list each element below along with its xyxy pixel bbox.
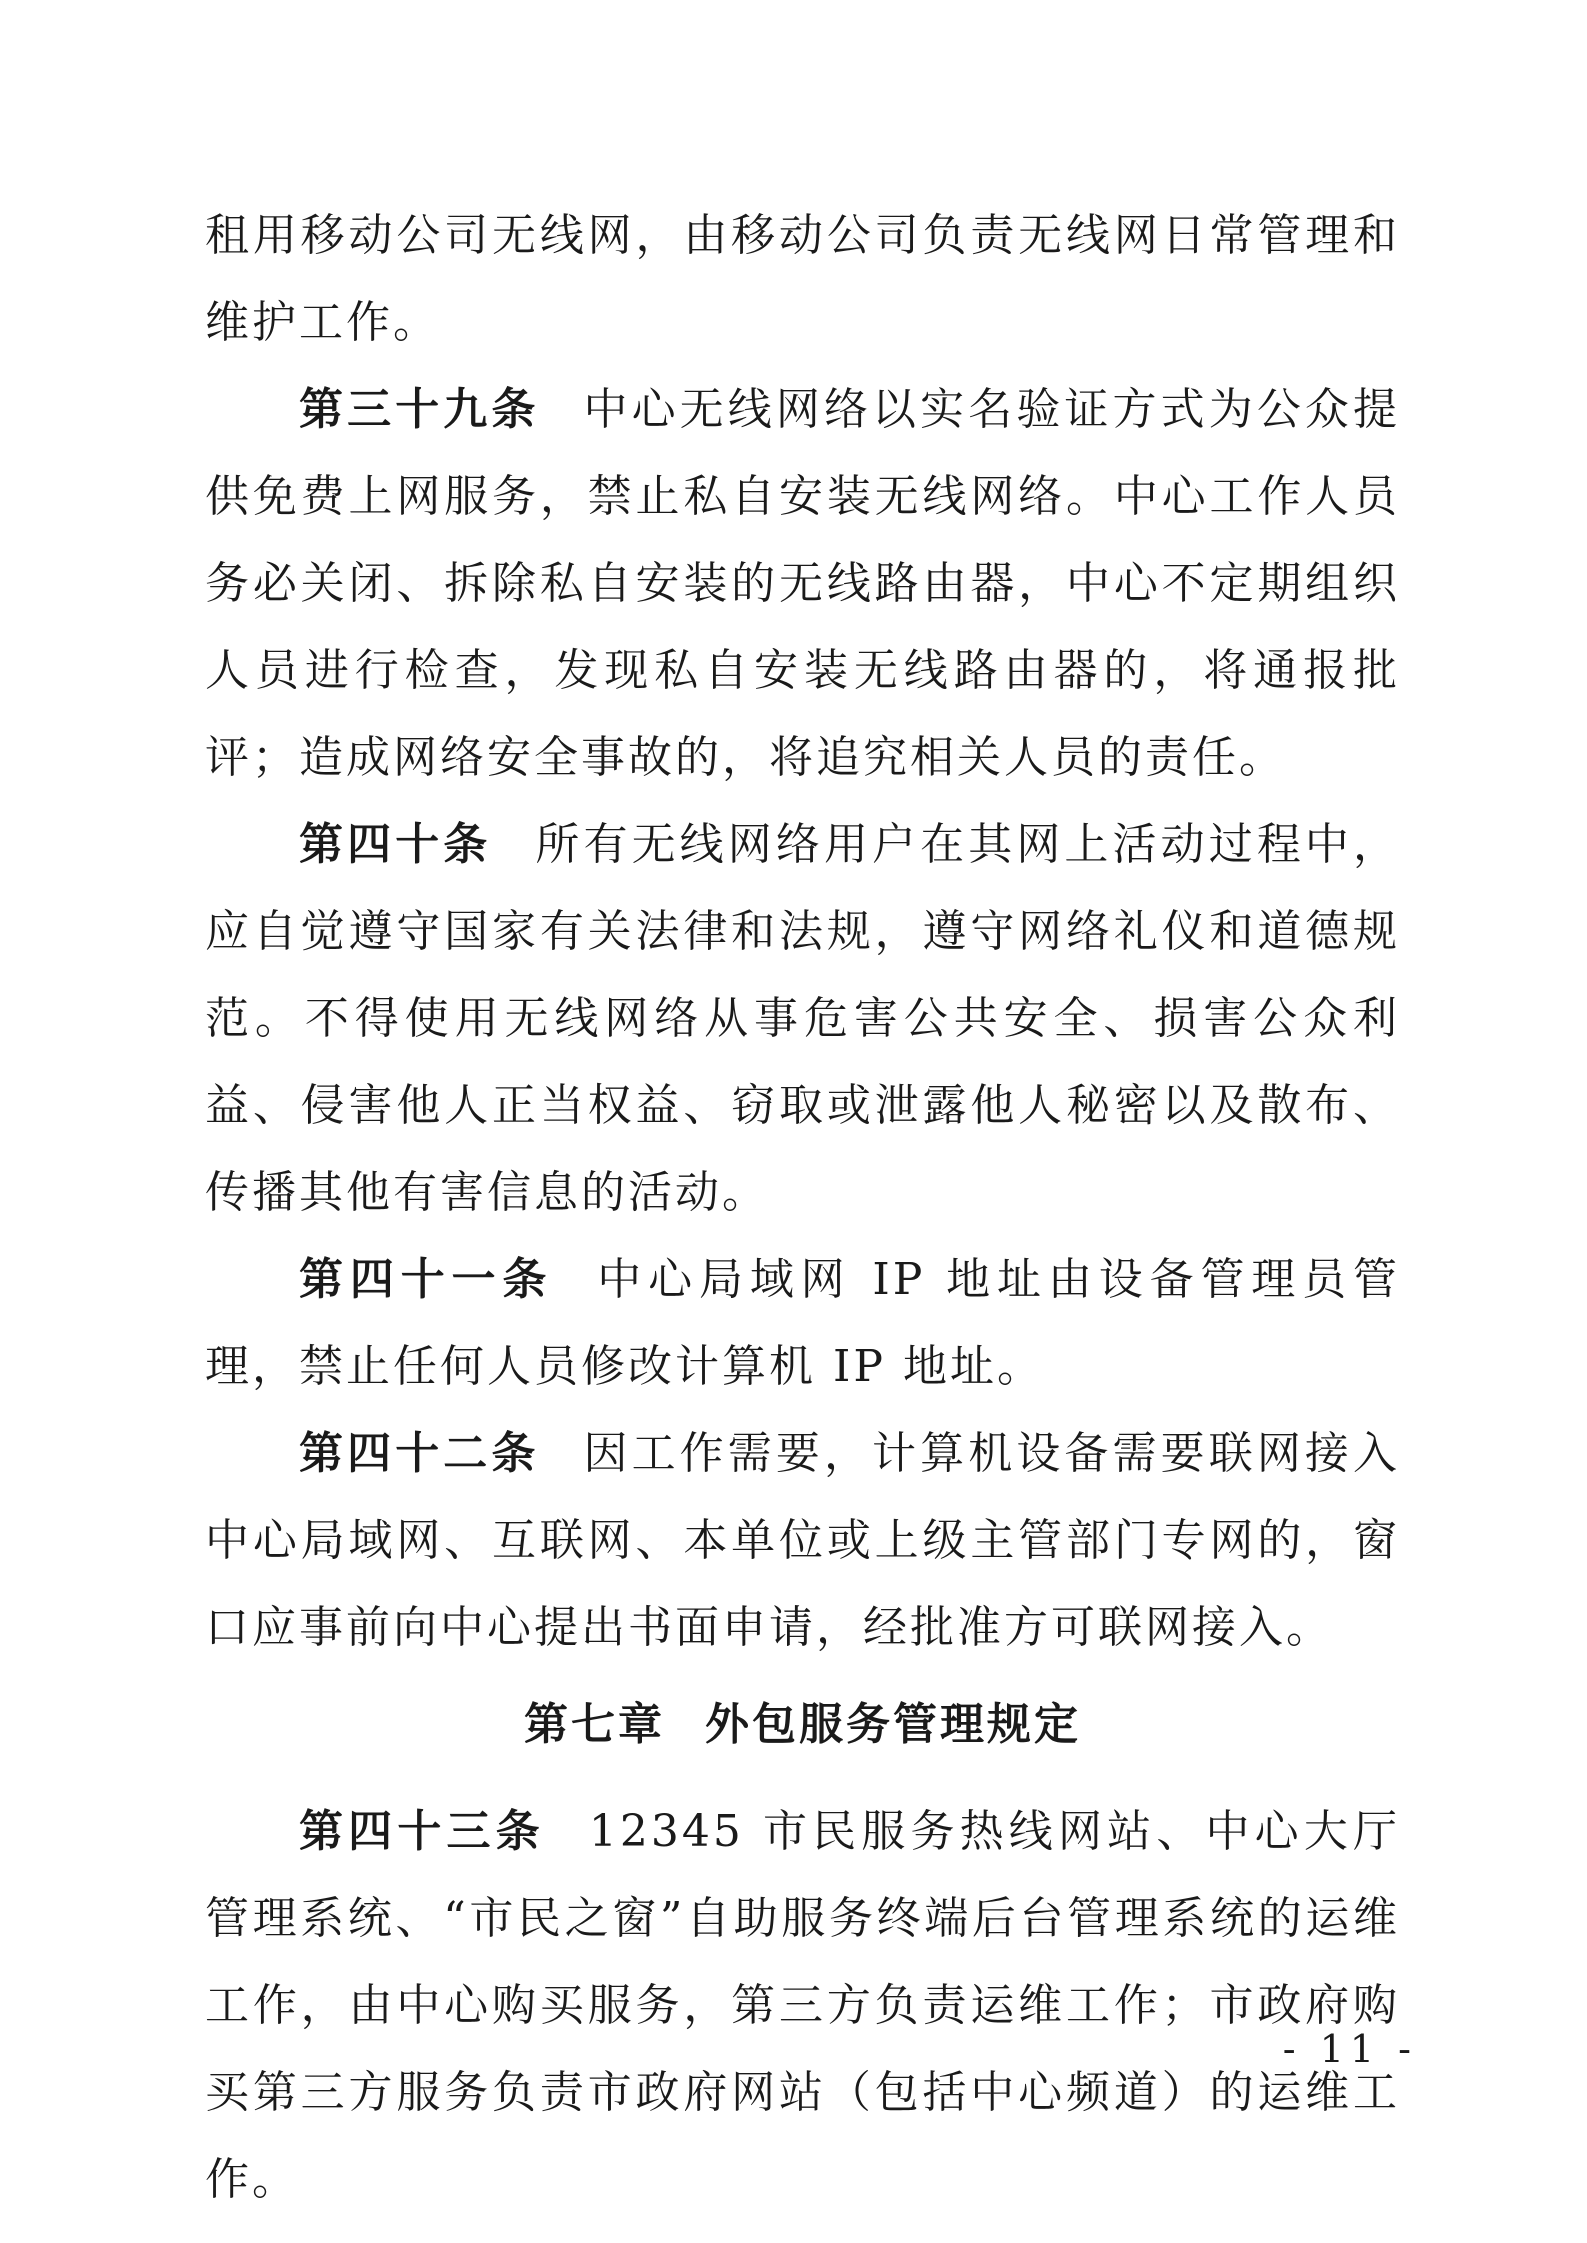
article-number: 第三十九条 <box>299 384 540 435</box>
article-text: 12345 市民服务热线网站、中心大厅管理系统、“市民之窗”自助服务终端后台管理系统的运维工作，由中心购买服务，第三方负责运维工作；市政府购买第三方服务负责市政府网站（包括中心频道）的运维工作。 <box>205 1806 1400 2205</box>
article-text: 中心局域网 IP 地址由设备管理员管理，禁止任何人员修改计算机 IP 地址。 <box>205 1254 1400 1392</box>
chapter-number: 第七章 <box>524 1699 665 1750</box>
document-body <box>205 192 1400 2223</box>
page-number: - 11 - <box>1282 2027 1417 2071</box>
article-number: 第四十三条 <box>299 1806 545 1857</box>
article-42 <box>205 1410 1400 1671</box>
article-39 <box>205 366 1400 801</box>
article-text: 所有无线网络用户在其网上活动过程中，应自觉遵守国家有关法律和法规，遵守网络礼仪和道德规范。不得使用无线网络从事危害公共安全、损害公众利益、侵害他人正当权益、窃取或泄露他人秘密以及散布、传播其他有害信息的活动。 <box>205 819 1401 1218</box>
article-number: 第四十二条 <box>299 1428 540 1479</box>
chapter-heading <box>205 1671 1400 1788</box>
chapter-title-text: 外包服务管理规定 <box>705 1699 1081 1750</box>
article-41 <box>205 1236 1400 1410</box>
continuation-paragraph: 租用移动公司无线网，由移动公司负责无线网日常管理和维护工作。 <box>205 210 1400 348</box>
article-number: 第四十一条 <box>299 1254 554 1305</box>
article-40 <box>205 801 1400 1236</box>
article-text: 中心无线网络以实名验证方式为公众提供免费上网服务，禁止私自安装无线网络。中心工作人员务必关闭、拆除私自安装的无线路由器，中心不定期组织人员进行检查，发现私自安装无线路由器的，将通报批评；造成网络安全事故的，将追究相关人员的责任。 <box>205 384 1401 783</box>
article-text: 因工作需要，计算机设备需要联网接入中心局域网、互联网、本单位或上级主管部门专网的，窗口应事前向中心提出书面申请，经批准方可联网接入。 <box>205 1428 1401 1653</box>
article-number: 第四十条 <box>299 819 492 870</box>
article-43 <box>205 1788 1400 2223</box>
